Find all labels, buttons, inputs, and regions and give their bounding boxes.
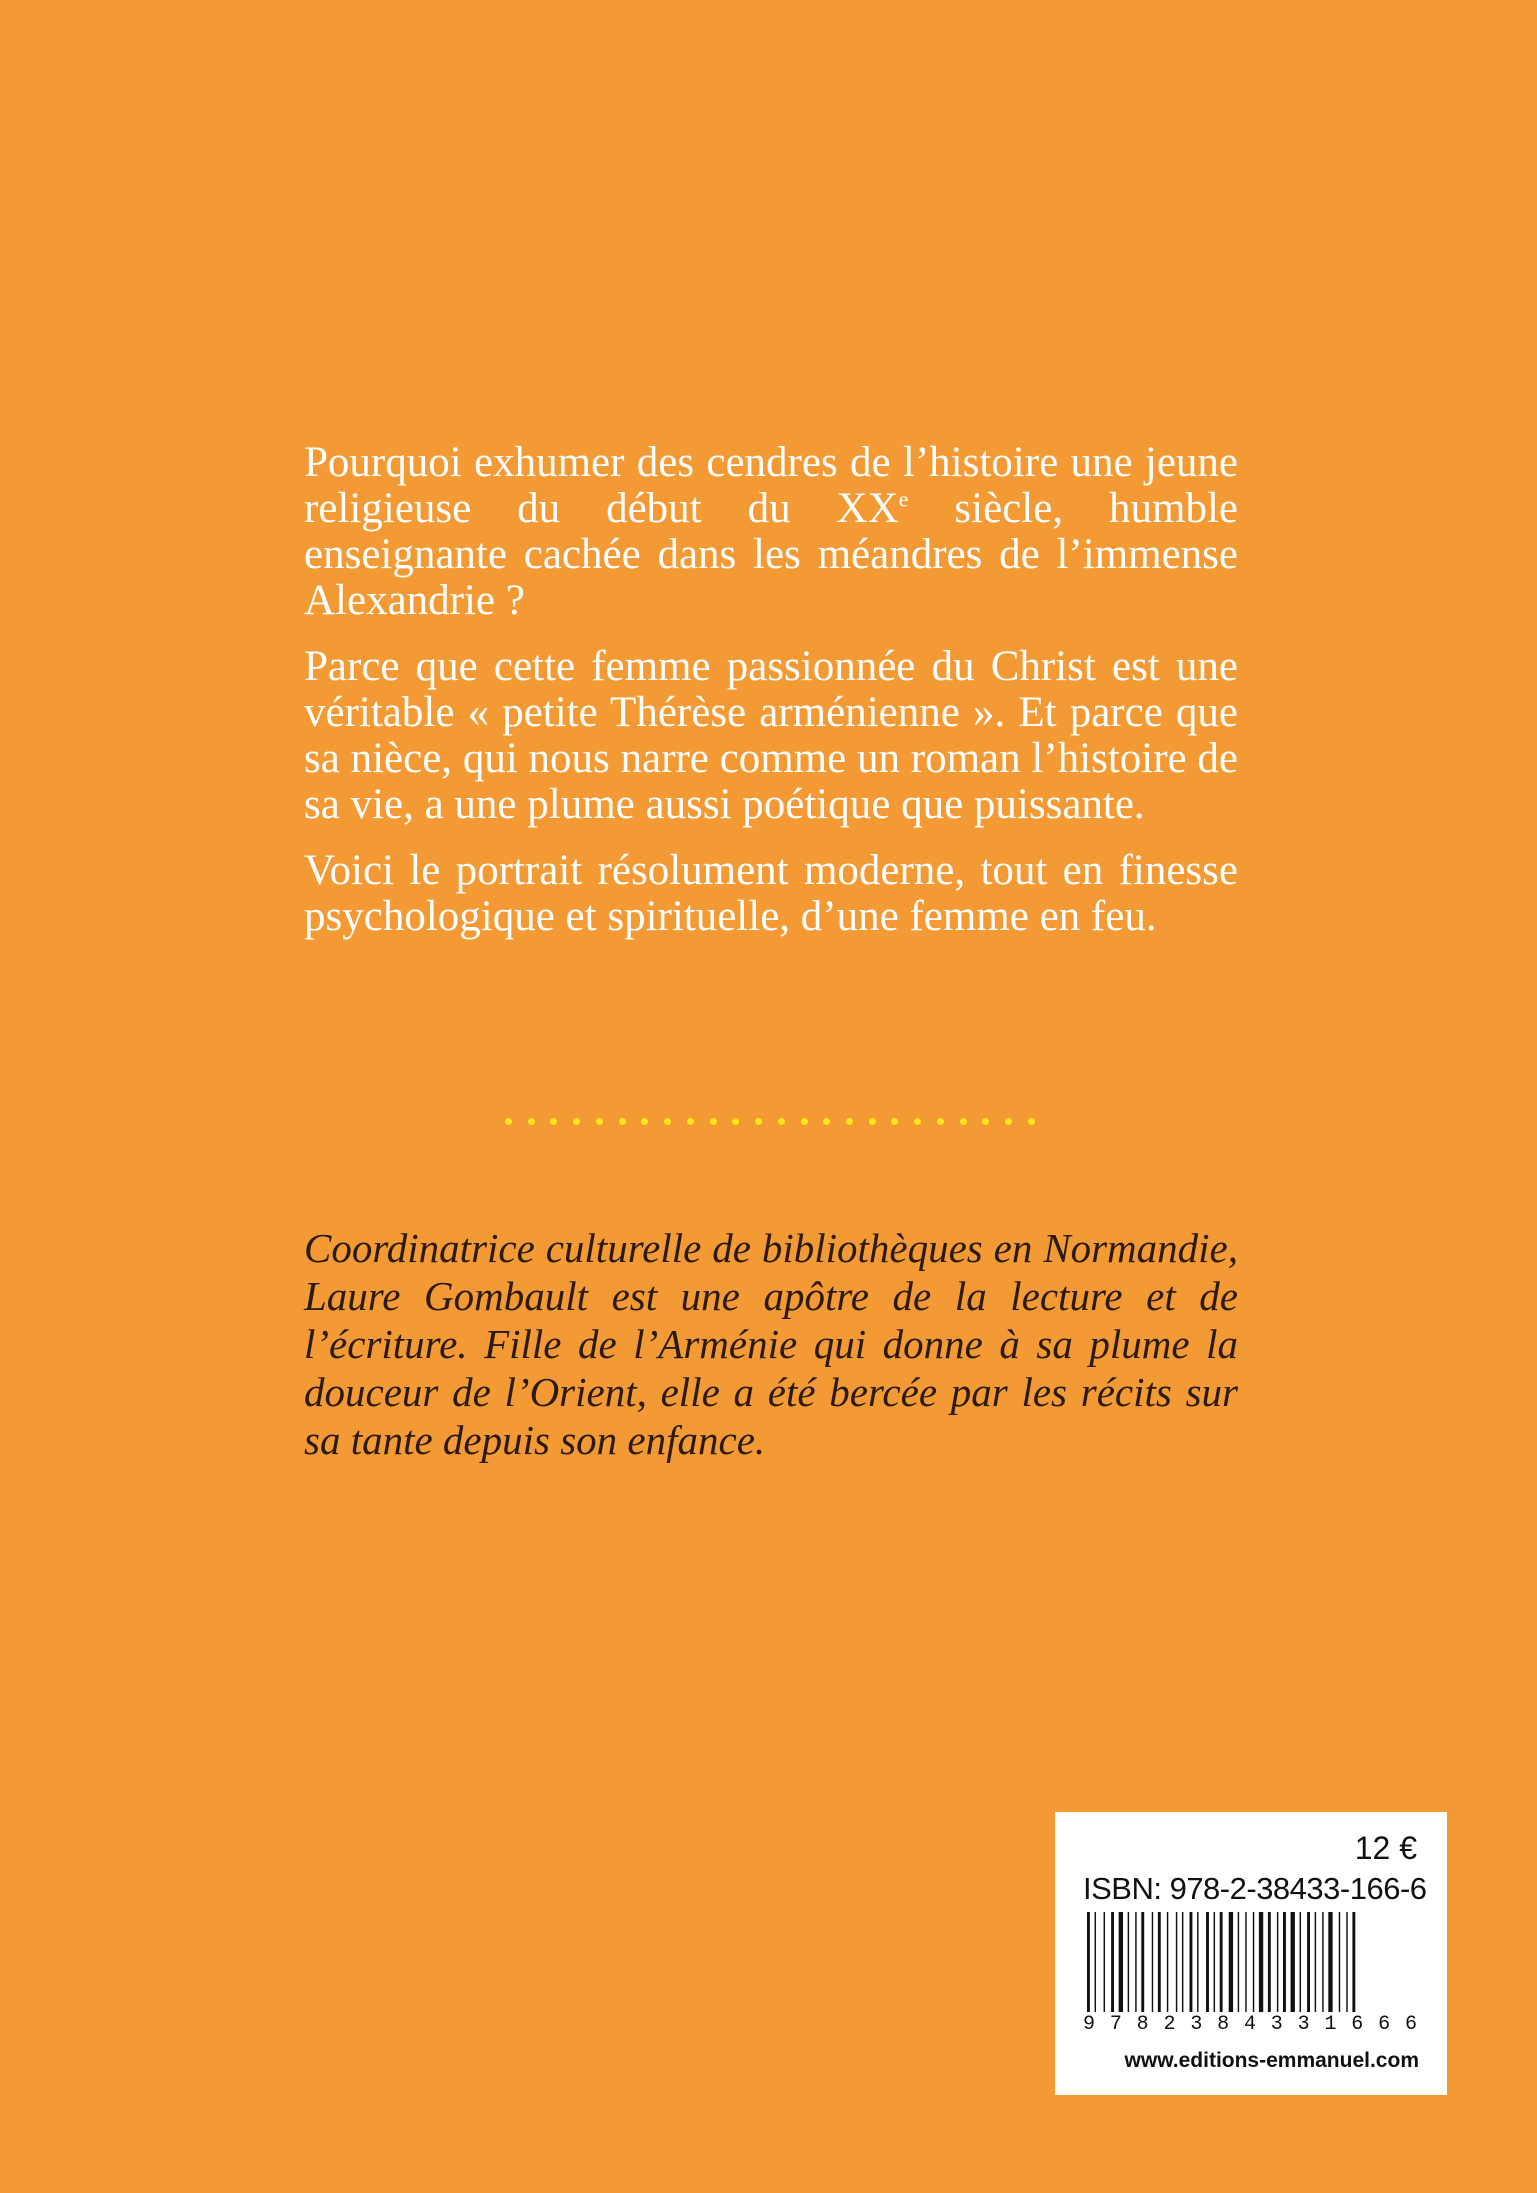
divider-dot: [982, 1118, 989, 1125]
barcode-digits: [1083, 2014, 1417, 2036]
barcode-digit: 3: [1270, 2013, 1283, 2036]
barcode-digit: 9: [1083, 2013, 1096, 2036]
barcode-bar: [1268, 1912, 1271, 2012]
divider-dot: [1028, 1118, 1035, 1125]
blurb-paragraph-2: Parce que cette femme passionnée du Christ est une véritable « petite Thérèse arménienne ». Et parce que sa nièce, qui nous narre comme un roman l’histoire de sa vie, a une plume aussi poétique que puissante.: [304, 643, 1238, 828]
barcode-bar: [1346, 1912, 1347, 2012]
barcode-bar: [1176, 1912, 1177, 2012]
divider-dot: [505, 1118, 512, 1125]
divider-dot: [732, 1118, 739, 1125]
barcode-bar: [1220, 1912, 1223, 2012]
barcode-bar: [1190, 1912, 1193, 2012]
blurb-paragraph-1: Pourquoi exhumer des cendres de l’histoire une jeune religieuse du début du XXe siècle, humble enseignante cachée dans les méandres de l’immense Alexandrie ?: [304, 439, 1238, 624]
barcode-bar: [1141, 1912, 1144, 2012]
barcode-bar: [1339, 1912, 1340, 2012]
divider-dot: [914, 1118, 921, 1125]
divider-dot: [960, 1118, 967, 1125]
barcode-bar: [1277, 1912, 1278, 2012]
divider-dot: [891, 1118, 898, 1125]
divider-dot: [846, 1118, 853, 1125]
divider-dot: [801, 1118, 808, 1125]
barcode-bar: [1206, 1912, 1209, 2012]
barcode-bar: [1245, 1912, 1246, 2012]
barcode-bar: [1300, 1912, 1301, 2012]
divider-dot: [823, 1118, 830, 1125]
barcode-icon: [1083, 1912, 1417, 2012]
barcode-bar: [1104, 1912, 1105, 2012]
divider-dot: [687, 1118, 694, 1125]
barcode-bar: [1238, 1912, 1239, 2012]
barcode-bar: [1229, 1912, 1233, 2012]
barcode-bar: [1328, 1912, 1332, 2012]
divider-dot: [664, 1118, 671, 1125]
back-cover-blurb: [304, 440, 1238, 960]
barcode-digit: 6: [1378, 2013, 1391, 2036]
barcode-bar: [1182, 1912, 1183, 2012]
barcode-bar: [1197, 1912, 1198, 2012]
divider-dot: [755, 1118, 762, 1125]
divider-dot: [1005, 1118, 1012, 1125]
barcode-bar: [1167, 1912, 1168, 2012]
barcode-digit: 8: [1136, 2013, 1149, 2036]
author-bio: Coordinatrice culturelle de bibliothèques en Normandie, Laure Gombault est une apôtre de la lecture et de l’écriture. Fille de l’Arménie qui donne à sa plume la douceur de l’Orient, elle a été bercée par les récits sur sa tante depuis son enfance.: [304, 1225, 1238, 1463]
barcode-bar: [1315, 1912, 1316, 2012]
barcode-bar: [1111, 1912, 1114, 2012]
barcode-bar: [1095, 1912, 1096, 2012]
barcode-digit: 6: [1351, 2013, 1364, 2036]
barcode-digit: 6: [1404, 2013, 1417, 2036]
dotted-divider: [505, 1115, 1035, 1127]
barcode-bar: [1322, 1912, 1323, 2012]
barcode-digit: 1: [1324, 2013, 1337, 2036]
barcode-panel: [1055, 1812, 1447, 2095]
barcode-bar: [1128, 1912, 1129, 2012]
barcode-bar: [1283, 1912, 1286, 2012]
barcode-bar: [1352, 1912, 1355, 2012]
barcode-digit: 3: [1297, 2013, 1310, 2036]
publisher-website: www.editions-emmanuel.com: [1124, 2049, 1419, 2072]
divider-dot: [869, 1118, 876, 1125]
divider-dot: [619, 1118, 626, 1125]
divider-dot: [573, 1118, 580, 1125]
barcode-digit: 4: [1243, 2013, 1256, 2036]
barcode-bar: [1158, 1912, 1161, 2012]
price-label: 12 €: [1354, 1830, 1417, 1866]
divider-dot: [596, 1118, 603, 1125]
barcode-bar: [1307, 1912, 1310, 2012]
divider-dot: [641, 1118, 648, 1125]
barcode-digit: 3: [1190, 2013, 1203, 2036]
barcode-bar: [1259, 1912, 1263, 2012]
barcode-digit: 2: [1163, 2013, 1176, 2036]
barcode-digit: 7: [1109, 2013, 1122, 2036]
barcode-bar: [1214, 1912, 1215, 2012]
barcode-bar: [1119, 1912, 1123, 2012]
barcode-digit: 8: [1217, 2013, 1230, 2036]
barcode-bar: [1253, 1912, 1254, 2012]
divider-dot: [550, 1118, 557, 1125]
barcode-bar: [1152, 1912, 1153, 2012]
barcode-bar: [1135, 1912, 1136, 2012]
divider-dot: [778, 1118, 785, 1125]
divider-dot: [937, 1118, 944, 1125]
divider-dot: [710, 1118, 717, 1125]
barcode-bar: [1291, 1912, 1295, 2012]
isbn-label: ISBN: 978-2-38433-166-6: [1083, 1871, 1427, 1906]
blurb-paragraph-3: Voici le portrait résolument moderne, tout en finesse psychologique et spirituelle, d’une femme en feu.: [304, 847, 1238, 940]
barcode-bar: [1087, 1912, 1090, 2012]
divider-dot: [528, 1118, 535, 1125]
